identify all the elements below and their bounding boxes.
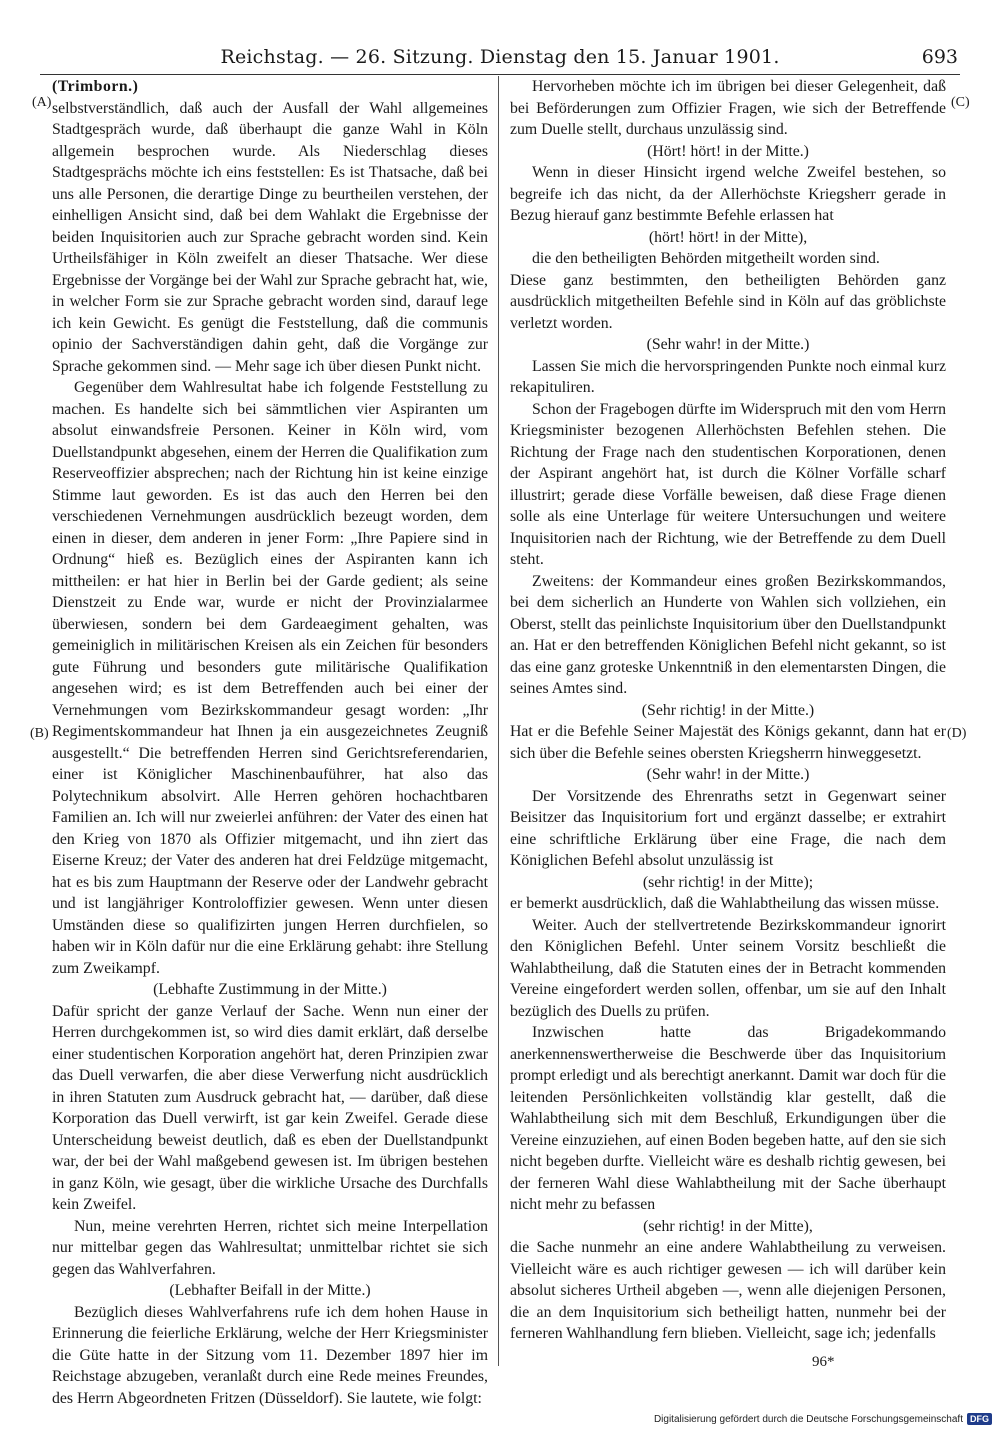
right-column [510,76,946,1345]
paragraph: Hat er die Befehle Seiner Majestät des Königs gekannt, dann hat er sich über die Befehle seines obersten Kriegsherrn hinweggesetzt. [510,723,946,762]
quoted-paragraph: Wenn in dieser Hinsicht irgend welche Zweifel bestehen, so begreife ich das nicht, da der Allerhöchste Kriegsherr gerade in Bezug hierauf ganz bestimmte Befehle erlassen hat [510,164,946,224]
margin-mark-d: (D) [947,726,967,741]
credit-text: Digitalisierung gefördert durch die Deutsche Forschungsgemeinschaft [653,1413,963,1425]
paragraph: Inzwischen hatte das Brigadekommando anerkennenswertherweise die Beschwerde über das Inquisitorium prompt erledigt und als berechtigt anerkannt. Damit war doch für die leitenden Persönlichkeiten vollständig klar gestellt, daß die Wahlabtheilung sich mit dem Beschluß, Erkundigungen über die Vereine einzuziehen, auf einen Boden begeben hatte, auf den sie sich nicht begeben durfte. Vielleicht wäre es deshalb richtig gewesen, bei der ferneren Wahl diese Wahlabtheilung mit der Sache überhaupt nicht mehr zu befassen [510,1024,946,1213]
paragraph: Schon der Fragebogen dürfte im Widerspruch mit den vom Herrn Kriegsminister bezogenen Allerhöchsten Befehlen stehen. Die Richtung der Frage nach den studentischen Korporationen, denen der Aspirant angehört hat, ist durch die Kölner Vorfälle scharf illustrirt; gerade diese Vorfälle beweisen, daß diese Frage dienen solle als eine Unterlage für weitere Untersuchungen und weitere Inquisitorien nach der Richtung, wie der Betreffende zu dem Duell steht. [510,400,946,568]
speaker-name: (Trimborn.) [52,78,139,95]
paragraph: Dafür spricht der ganze Verlauf der Sache. Wenn nun einer der Herren durchgekommen ist, so wird dies damit erklärt, daß derselbe einer studentischen Korporation angehört hat, deren Prinzipien zwar das Duell verwarfen, die aber diese Verwerfung nicht ausdrücklich in ihren Statuten zum Ausdruck gebracht hat, — darüber, daß diese Korporation das Duell verwirft, ist gar kein Zweifel. Gerade diese Unterscheidung beweist deutlich, daß es eben der Duellstandpunkt war, der bei der Wahl maßgebend gewesen ist. Im übrigen bestehen in ganz Köln, wie gesagt, über die wirkliche Ursache des Durchfalls kein Zweifel. [52,1002,488,1213]
column-divider [498,76,499,1366]
page-header [40,44,960,75]
interjection: (sehr richtig! in der Mitte); [642,873,814,891]
paragraph: Bezüglich dieses Wahlverfahrens rufe ich dem hohen Hause in Erinnerung die feierliche Erklärung, welche der Herr Kriegsminister die Güte hatte in der Sitzung vom 11. Dezember 1897 hier im Reichstage abzugeben, veranlaßt durch eine Rede meines Freundes, des Herrn Abgeordneten Fritzen (Düsseldorf). Sie lautete, wie folgt: [52,1303,488,1407]
paragraph: er bemerkt ausdrücklich, daß die Wahlabtheilung das wissen müsse. [510,895,940,912]
interjection: (hört! hört! in der Mitte), [648,228,808,246]
quoted-paragraph: Hervorheben möchte ich im übrigen bei dieser Gelegenheit, daß bei Beförderungen zum Offizier Fragen, wie sich der Betreffende zum Duelle stellt, durchaus unzulässig sind. [510,78,946,138]
margin-mark-c: (C) [951,95,970,110]
interjection: (Sehr wahr! in der Mitte.) [646,336,810,353]
paragraph: Weiter. Auch der stellvertretende Bezirkskommandeur ignorirt den Königlichen Befehl. Unter seinem Vorsitz beschließt die Wahlabtheilung, daß die Statuten eines der in Betracht kommenden Vereine eingefordert werden sollen, offenbar, um sie auf den Inhalt bezüglich des Duells zu prüfen. [510,916,946,1020]
interjection: (sehr richtig! in der Mitte), [643,1217,813,1235]
paragraph: Diese ganz bestimmten, den betheiligten Behörden ganz ausdrücklich mitgetheilten Befehle sind in Köln auf das gröblichste verletzt worden. [510,271,946,332]
interjection: (Hört! hört! in der Mitte.) [647,142,809,160]
paragraph: Zweitens: der Kommandeur eines großen Bezirkskommandos, bei dem sicherlich an Hunderte von Wahlen sich vollziehen, ein Oberst, stellt das peinlichste Inquisitorium über den Duellstandpunkt an. Hat er den betreffenden Königlichen Befehl nicht gekannt, so ist das eine ganz groteske Unkenntniß in den elementarsten Dingen, die seines Amtes sind. [510,572,946,697]
interjection: (Sehr richtig! in der Mitte.) [641,701,815,719]
margin-mark-a: (A) [32,95,52,110]
paragraph: selbstverständlich, daß auch der Ausfall der Wahl allgemeines Stadtgespräch wurde, daß überhaupt die ganze Wahl in Köln allgemein besprochen wurde. Als Niederschlag dieses Stadtgesprächs möchte ich eins feststellen: Es ist Thatsache, daß bei uns alle Personen, die derartige Dinge zu beurtheilen verstehen, der einhelligen Ansicht sind, daß bei dem Wahlakt die Ergebnisse der beiden Inquisitorien auch zur Sprache gebracht worden sind. Kein Urtheilsfähiger in Köln zweifelt an dieser Thatsache. Wer diese Ergebnisse der Vorgänge bei der Wahl zur Sprache gebracht hat, wie, in welcher Form sie zur Sprache gebracht worden sind, darauf lege ich kein Gewicht. Es genügt die Feststellung, daß die communis opinio der Sachverständigen dahin geht, daß die Vorgänge zur Sprache gekommen sind. — Mehr sage ich über diesen Punkt nicht. [52,99,488,375]
paragraph: Lassen Sie mich die hervorspringenden Punkte noch einmal kurz rekapituliren. [510,357,946,396]
paragraph: Der Vorsitzende des Ehrenraths setzt in Gegenwart seiner Beisitzer das Inquisitorium fort und ergänzt dasselbe; er extrahirt eine schriftliche Erklärung über eine Frage, die nach dem Königlichen Befehl absolut unzulässig ist [510,787,946,869]
interjection: (Lebhafter Beifall in der Mitte.) [169,1282,371,1299]
signature-mark: 96* [812,1354,835,1370]
paragraph: die Sache nunmehr an eine andere Wahlabtheilung zu verweisen. Vielleicht wäre es auch richtiger gewesen — ich will darüber kein absolut sicheres Urtheil abgeben —, wenn alle diejenigen Personen, die an dem Inquisitorium sich betheiligt hatten, nunmehr bei der ferneren Wahlhandlung fern blieben. Vielleicht, sage ich; jedenfalls [510,1239,946,1342]
page-number: 693 [921,46,958,68]
paragraph: Gegenüber dem Wahlresultat habe ich folgende Feststellung zu machen. Es handelte sich bei sämmtlichen vier Aspiranten um absolut einwandsfreie Personen. Keiner in Köln wird, vom Duellstandpunkt abgesehen, einem der Herren die Qualifikation zum Reserveoffizier absprechen; nach der Richtung hin ist keine einzige Stimme laut geworden. Es ist das auch den Herren bei den verschiedenen Vernehmungen ausdrücklich bezeugt worden, dem einen in dieser, dem anderen in jener Form: „Ihre Papiere sind in Ordnung“ hieß es. Bezüglich eines der Aspiranten kann ich mittheilen: er hat hier in Berlin bei der Garde gedient; als seine Dienstzeit zu Ende war, wurde er nicht der Provinzialarmee überwiesen, sondern bei dem Gardeaegiment gehalten, was gemeiniglich in militärischen Kreisen als ein Zeichen für besonders gute Führung und besonders gute militärische Qualifikation angesehen wird; es ist dem Betreffenden auch bei einer der Vernehmungen vom Bezirkskommandeur gesagt worden: „Ihr Regimentskommandeur hat Ihnen ja ein ausgezeichnetes Zeugniß ausgestellt.“ Die betreffenden Herren sind Gerichtsreferendarien, einer ist Königlicher Maschinenbauführer, hat also das Polytechnikum absolvirt. Alle Herren gehören hochachtbaren Familien an. Ich will nur zweierlei anführen: der Vater des einen hat den Krieg von 1870 als Offizier mitgemacht, und ihn ziert das Eiserne Kreuz; der Vater des anderen hat drei Feldzüge mitgemacht, hat es bis zum Hauptmann der Reserve oder der Landwehr gebracht und ist langjähriger Kontroloffizier gewesen. Wenn unter diesen Umständen diese so qualifizirten jungen Herren durchfielen, so haben wir in Köln dafür nur die eine Erklärung gehabt: ihre Stellung zum Zweikampf. [52,379,488,977]
interjection: (Lebhafte Zustimmung in der Mitte.) [153,981,387,998]
margin-mark-b: (B) [30,726,49,741]
digitization-credit [654,1413,992,1425]
page-title: Reichstag. — 26. Sitzung. Dienstag den 15. Januar 1901. [220,46,780,68]
dfg-logo: DFG [967,1413,992,1425]
left-column [52,76,488,1409]
interjection: (Sehr wahr! in der Mitte.) [646,766,810,783]
paragraph: Nun, meine verehrten Herren, richtet sich meine Interpellation nur mittelbar gegen das Wahlresultat; unmittelbar richtet sie sich gegen das Wahlverfahren. [52,1217,488,1278]
quoted-paragraph: die den betheiligten Behörden mitgetheilt worden sind. [532,250,880,267]
